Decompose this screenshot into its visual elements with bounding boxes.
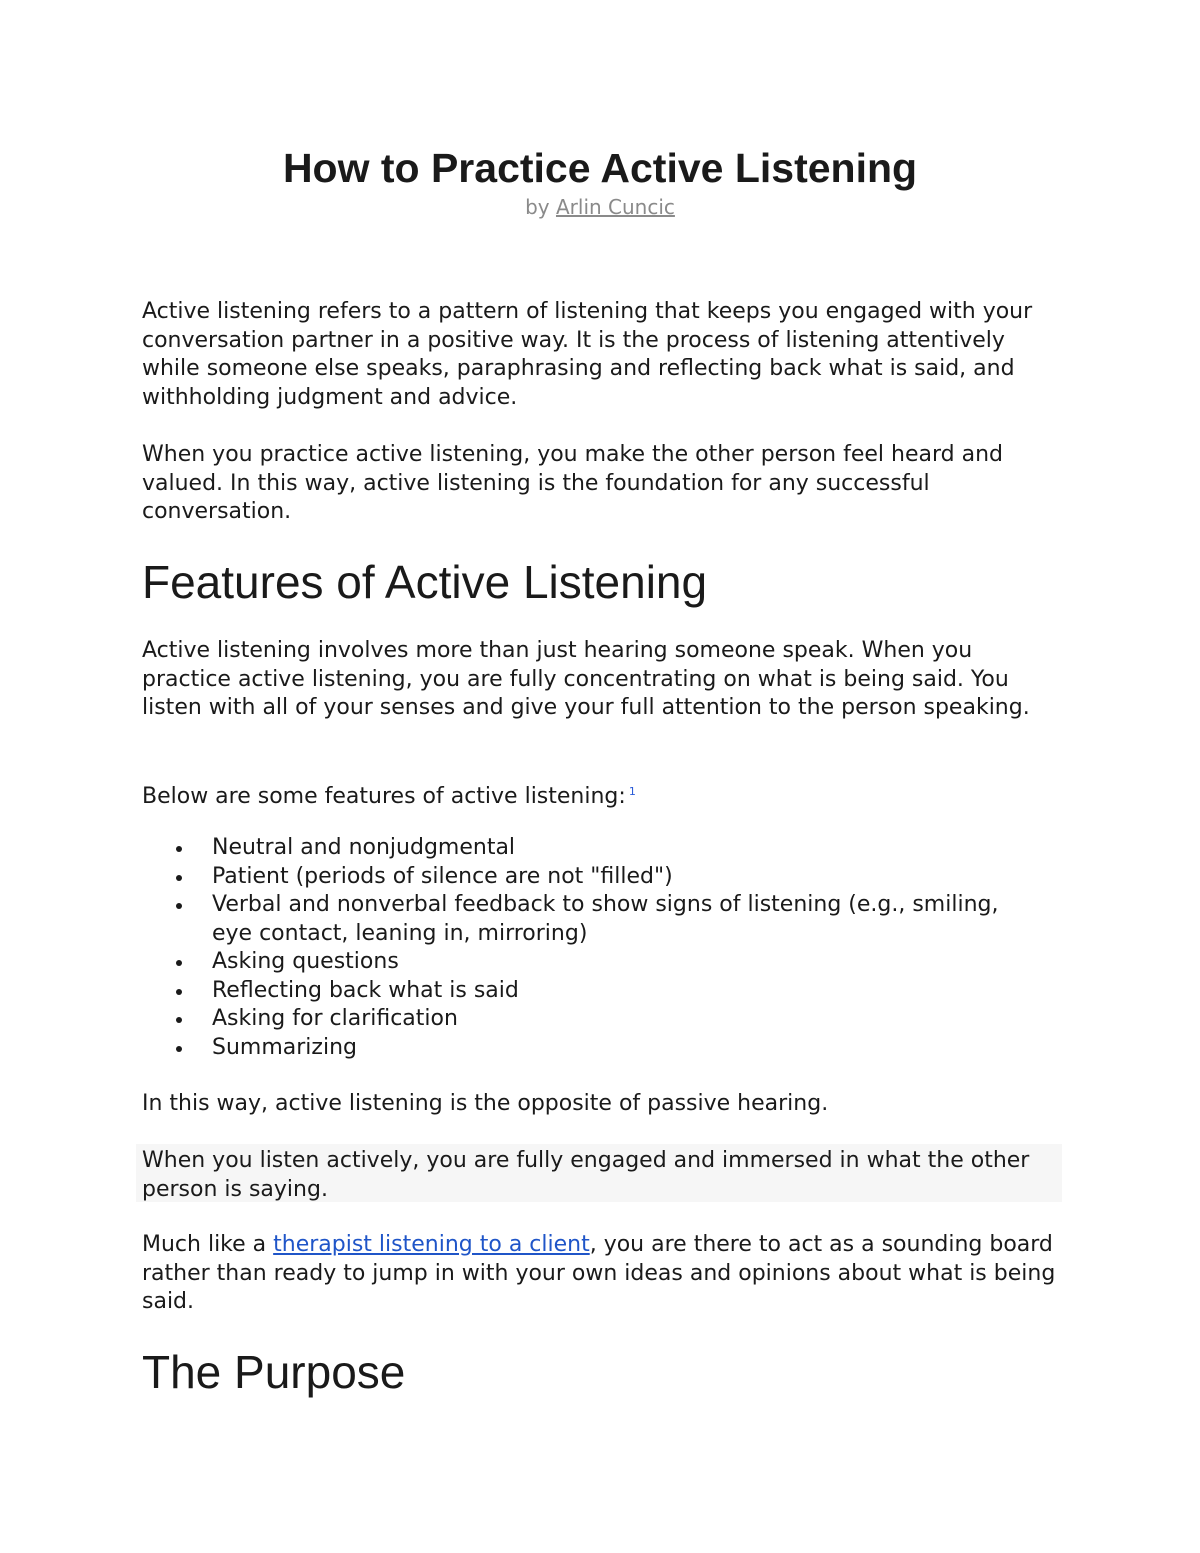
byline — [0, 193, 1200, 221]
byline-prefix: by — [525, 195, 550, 219]
bullet-icon — [176, 1017, 182, 1023]
article-title: How to Practice Active Listening — [282, 145, 918, 191]
callout-text: When you listen actively, you are fully engaged and immersed in what the other person is saying. — [142, 1148, 1030, 1202]
intro-paragraph-1: Active listening refers to a pattern of listening that keeps you engaged with your conversation partner in a positive way. It is the process of listening attentively while someone else speaks, paraphrasing and reflecting back what is said, and withholding judgment and advice. — [142, 299, 1033, 410]
list-item — [142, 834, 1062, 863]
list-item-text: Patient (periods of silence are not "filled") — [212, 863, 673, 889]
list-item — [142, 1005, 1062, 1034]
bullet-icon — [176, 875, 182, 881]
list-item-text: Verbal and nonverbal feedback to show signs of listening (e.g., smiling, eye contact, leaning in, mirroring) — [212, 892, 999, 946]
paragraph-text: Much like a — [142, 1232, 274, 1257]
features-paragraph-2 — [142, 778, 1062, 812]
list-item — [142, 891, 1062, 948]
therapist-link[interactable]: therapist listening to a client — [273, 1232, 590, 1257]
paragraph-text: , you are there to act as a sounding board rather than ready to jump in with your own ideas and opinions about what is being said. — [142, 1232, 1056, 1314]
features-paragraph-1: Active listening involves more than just hearing someone speak. When you practice active listening, you are fully concentrating on what is being said. You listen with all of your senses and give your full attention to the person speaking. — [142, 638, 1030, 720]
list-item-text: Summarizing — [212, 1034, 357, 1060]
list-item-text: Asking questions — [212, 949, 399, 974]
list-item — [142, 1034, 1062, 1063]
author-link[interactable]: Arlin Cuncic — [555, 195, 675, 219]
section-heading-purpose: The Purpose — [142, 1346, 406, 1398]
intro-paragraph-2: When you practice active listening, you make the other person feel heard and valued. In this way, active listening is the foundation for any successful conversation. — [142, 442, 1003, 524]
features-paragraph-4 — [142, 1231, 1062, 1317]
bullet-icon — [176, 846, 182, 852]
list-item-text: Asking for clarification — [212, 1006, 458, 1031]
list-item — [142, 977, 1062, 1006]
bullet-icon — [176, 960, 182, 966]
features-paragraph-3: In this way, active listening is the opposite of passive hearing. — [142, 1091, 829, 1116]
features-list — [142, 834, 1062, 1062]
footnote-ref[interactable]: 1 — [628, 785, 636, 798]
bullet-icon — [176, 989, 182, 995]
list-item-text: Reflecting back what is said — [212, 977, 519, 1003]
list-item — [142, 948, 1062, 977]
features-intro-text: Below are some features of active listening: — [142, 784, 626, 809]
section-heading-features: Features of Active Listening — [142, 556, 708, 608]
bullet-icon — [176, 903, 182, 909]
list-item-text: Neutral and nonjudgmental — [212, 835, 516, 860]
list-item — [142, 863, 1062, 892]
bullet-icon — [176, 1046, 182, 1052]
